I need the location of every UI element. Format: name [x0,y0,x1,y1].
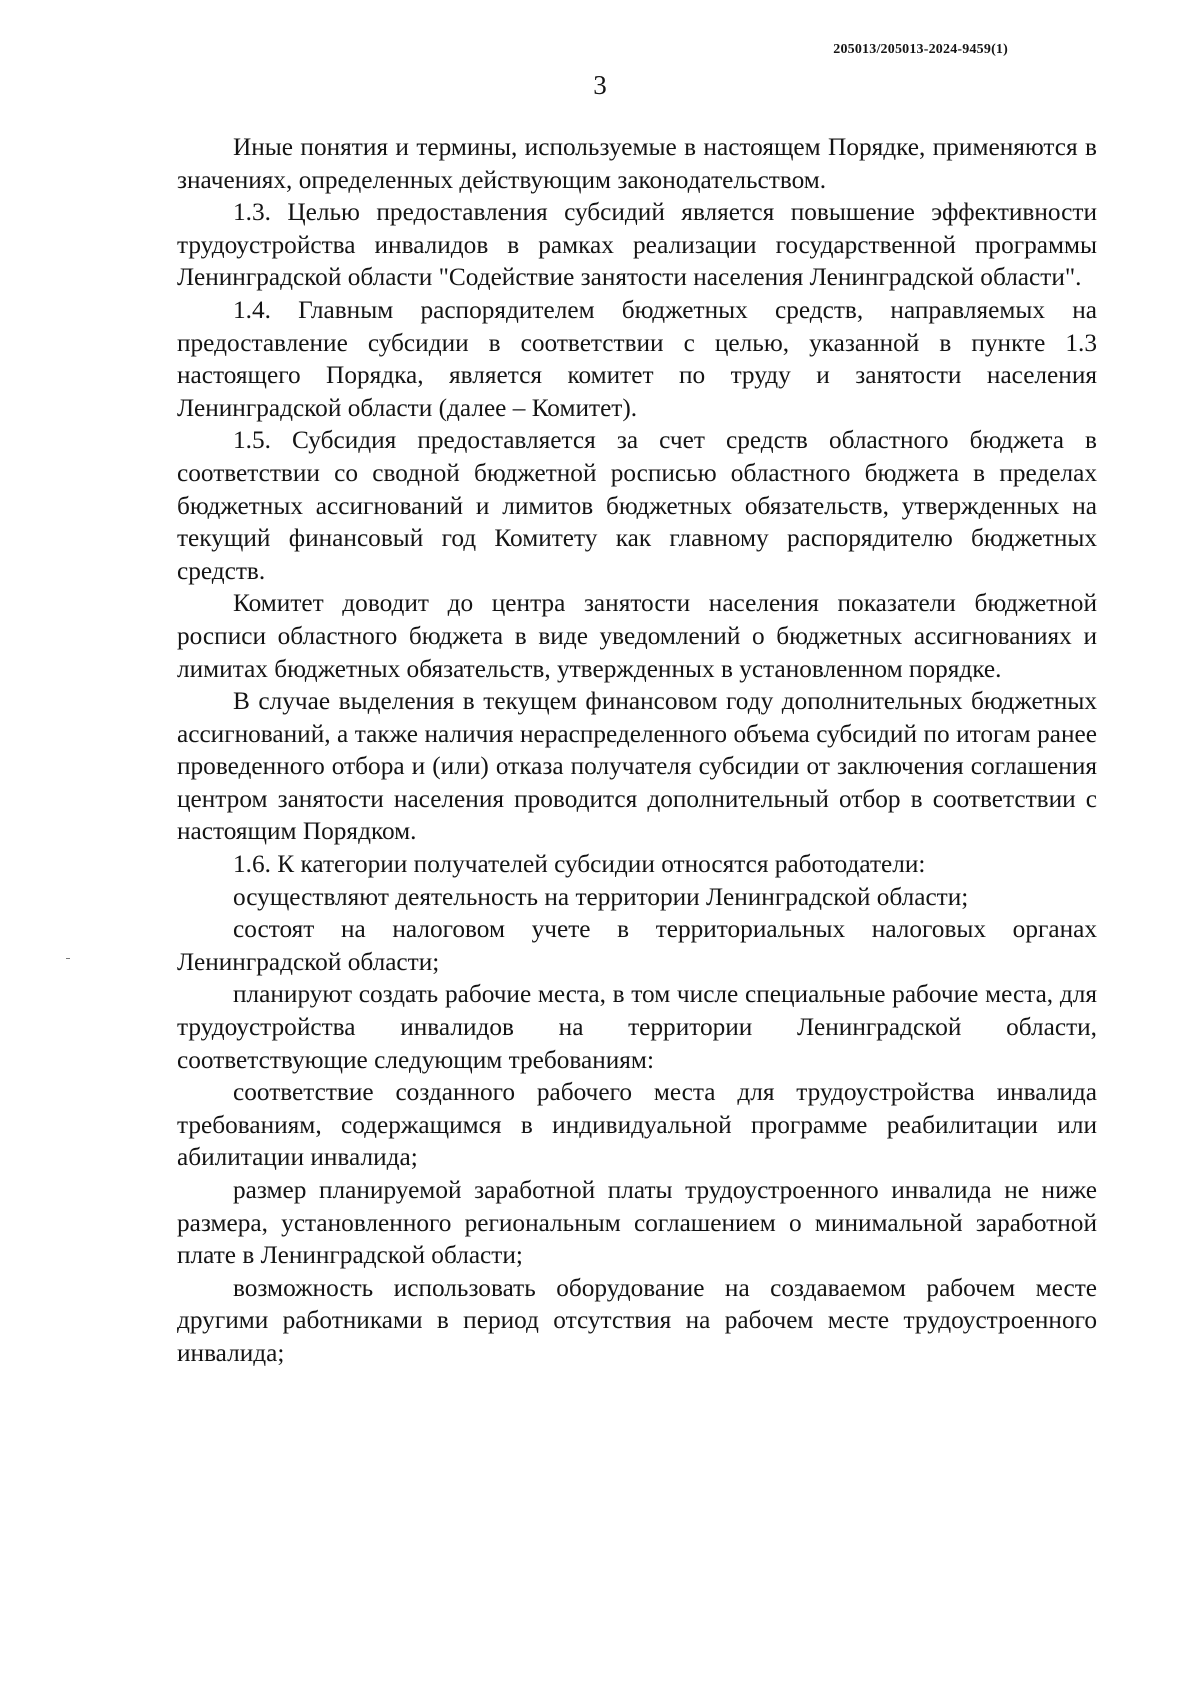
document-id: 205013/205013-2024-9459(1) [833,42,1008,57]
paragraph-1-6: 1.6. К категории получателей субсидии относятся работодатели: [233,850,926,879]
list-item-salary: размер планируемой заработной платы трудоустроенного инвалида не ниже размера, установленного региональным соглашением о минимальной заработной плате в Ленинградской области; [177,1176,1097,1270]
list-item-activity: осуществляют деятельность на территории Ленинградской области; [233,882,969,911]
paragraph-1-3: 1.3. Целью предоставления субсидий является повышение эффективности трудоустройства инвалидов в рамках реализации государственной программы Ленинградской области "Содействие занятости населения Ленинградской области". [177,198,1097,292]
list-item-workplaces: планируют создать рабочие места, в том числе специальные рабочие места, для трудоустройства инвалидов на территории Ленинградской области, соответствующие следующим требованиям: [177,980,1097,1074]
list-item-ipra-compliance: соответствие созданного рабочего места для трудоустройства инвалида требованиям, содержащимся в индивидуальной программе реабилитации или абилитации инвалида; [177,1078,1097,1172]
paragraph-1-4: 1.4. Главным распорядителем бюджетных средств, направляемых на предоставление субсидии в соответствии с целью, указанной в пункте 1.3 настоящего Порядка, является комитет по труду и занятости населения Ленинградской области (далее – Комитет). [177,295,1097,422]
paragraph-additional-selection: В случае выделения в текущем финансовом году дополнительных бюджетных ассигнований, а также наличия нераспределенного объема субсидий по итогам ранее проведенного отбора и (или) отказа получателя субсидии от заключения соглашения центром занятости населения проводится дополнительный отбор в соответствии с настоящим Порядком. [177,687,1097,846]
list-item-equipment: возможность использовать оборудование на создаваемом рабочем месте другими работниками в период отсутствия на рабочем месте трудоустроенного инвалида; [177,1273,1097,1367]
paragraph-1-5: 1.5. Субсидия предоставляется за счет средств областного бюджета в соответствии со сводной бюджетной росписью областного бюджета в пределах бюджетных ассигнований и лимитов бюджетных обязательств, утвержденных на текущий финансовый год Комитету как главному распорядителю бюджетных средств. [177,426,1097,585]
page-number: 3 [593,70,607,100]
paragraph-committee: Комитет доводит до центра занятости населения показатели бюджетной росписи областного бюджета в виде уведомлений о бюджетных ассигнованиях и лимитах бюджетных обязательств, утвержденных в установленном порядке. [177,589,1097,683]
list-item-tax-registration: состоят на налоговом учете в территориальных налоговых органах Ленинградской области; [177,915,1097,976]
scan-margin-mark [66,958,70,959]
document-body [177,131,1097,1370]
paragraph-terms: Иные понятия и термины, используемые в настоящем Порядке, применяются в значениях, определенных действующим законодательством. [177,133,1097,194]
